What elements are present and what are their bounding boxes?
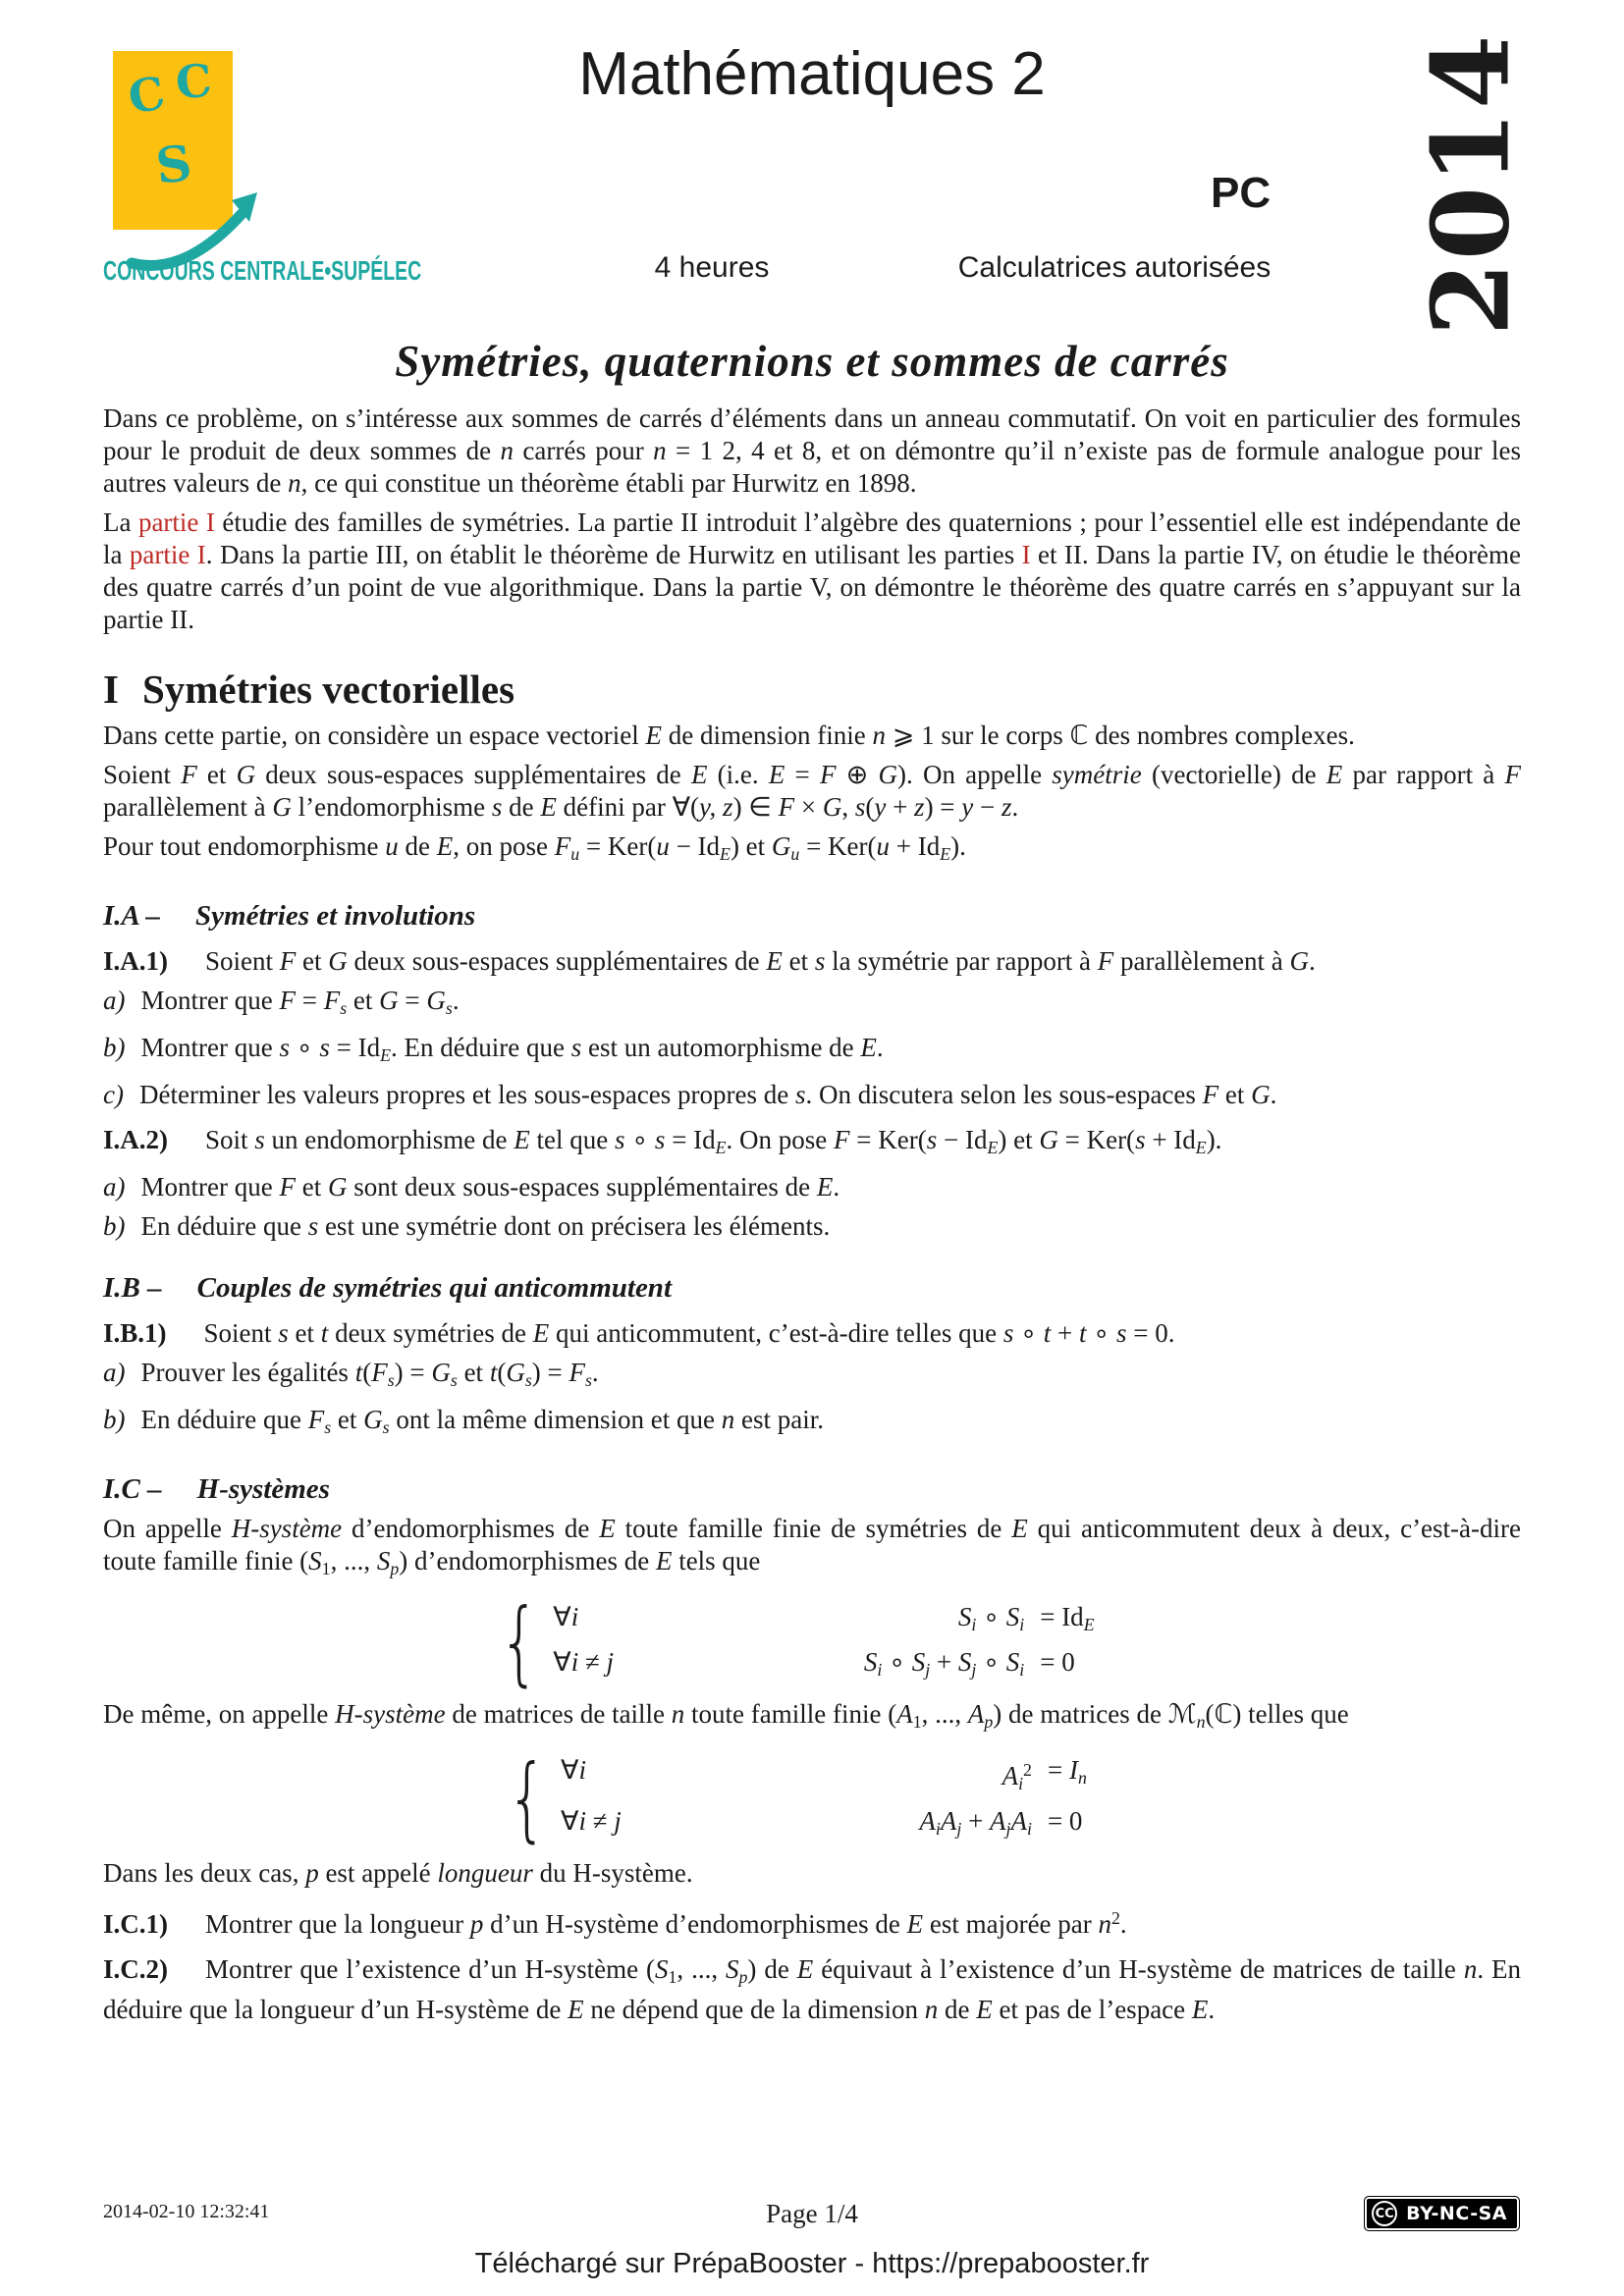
question-IA1: I.A.1) Soient F et G deux sous-espaces supplémentaires de E et s la symétrie par rapport à F parallèlement à G. [103, 945, 1316, 976]
logo-letter-c1: C [124, 66, 170, 125]
question-label: I.C.2) [103, 1953, 168, 1984]
intro-paragraph-2: La partie I étudie des familles de symétries. La partie II introduit l’algèbre des quaternions ; pour l’essentiel elle est indépendante de la partie I. Dans la partie III, on établit le théorème de Hurwitz en utilisant les parties I et II. Dans la partie IV, on étudie le théorème des quatre carrés d’un point de vue algorithmique. Dans la partie V, on démontre le théorème des quatre carrés en s’appuyant sur la partie II. [103, 507, 1522, 634]
paragraph: Dans cette partie, on considère un espace vectoriel E de dimension finie n ⩾ 1 sur le corps ℂ des nombres complexes. [103, 721, 1355, 750]
logo-letter-s: S [153, 133, 195, 195]
paragraph: On appelle H-système d’endomorphismes de E toute famille finie de symétries de E qui anticommutent deux à deux, c’est-à-dire toute famille finie ($S_1$, ..., $S_p$) d’endomorphismes de E tels que [103, 1513, 1521, 1578]
subsection-heading-IC [103, 1473, 1521, 1506]
subsection-title: Couples de symétries qui anticommutent [196, 1271, 672, 1304]
question-item-c: c) Déterminer les valeurs propres et les sous-espaces propres de s. On discutera selon les sous-espaces F et G. [103, 1079, 1277, 1109]
year-label: 2014 [1409, 32, 1533, 336]
question-item-a: a) Prouver les égalités $t(F_s) = G_s$ et $t(G_s) = F_s$. [103, 1357, 599, 1390]
subsection-label: I.B – [103, 1271, 162, 1304]
intro-paragraph-1: Dans ce problème, on s’intéresse aux sommes de carrés d’éléments dans un anneau commutatif. On voit en particulier des formules pour le produit de deux sommes de n carrés pour n = 1 2, 4 et 8, et on démontre qu’il n’existe pas de formule analogue pour les autres valeurs de n, ce qui constitue un théorème établi par Hurwitz en 1898. [103, 403, 1521, 498]
item-label: b) [103, 1404, 126, 1434]
paragraph: De même, on appelle H-système de matrices de taille n toute famille finie ($A_1$, ..., $A_p$) de matrices de ℳ$_n$(ℂ) telles que [103, 1698, 1349, 1732]
equation-row: ∀i ≠ j $A_iA_j + A_jA_i$ = 0 [560, 1805, 1083, 1839]
subsection-title: Symétries et involutions [195, 899, 476, 932]
item-label: b) [103, 1032, 126, 1062]
part-link[interactable]: partie I [129, 540, 206, 569]
question-label: I.A.1) [103, 945, 168, 976]
question-item-a: a) Montrer que $F = F_s$ et $G = G_s$. [103, 985, 460, 1018]
calculators-label: Calculatrices autorisées [957, 251, 1272, 284]
brand-name: CONCOURS CENTRALE•SUPÉLEC [103, 255, 422, 287]
question-IB1: I.B.1) Soient s et t deux symétries de E qui anticommutent, c’est-à-dire telles que s ∘ t + t ∘ s = 0. [103, 1317, 1175, 1348]
subsection-heading-IA [103, 900, 1521, 933]
part-title: Symétries vectorielles [141, 667, 515, 712]
cc-license-badge [1364, 2196, 1520, 2231]
equation-row: ∀i ≠ j $S_i$ ∘ $S_j + S_j$ ∘ $S_i$ = 0 [553, 1646, 1075, 1680]
question-IA2: I.A.2) Soit s un endomorphisme de E tel que s ∘ $s = Id_E$. On pose $F = Ker(s - Id_E)$ et $G = Ker(s + Id_E)$. [103, 1124, 1222, 1157]
equation-row: ∀i $A_i^2$ = $I_n$ [560, 1754, 1087, 1793]
logo-letter-c2: C [174, 53, 214, 110]
document-body [103, 336, 1521, 2026]
question-item-b: b) En déduire que $F_s$ et $G_s$ ont la même dimension et que n est pair. [103, 1404, 824, 1437]
subsection-label: I.C – [103, 1472, 162, 1505]
question-item-a: a) Montrer que F et G sont deux sous-espaces supplémentaires de E. [103, 1171, 840, 1201]
page-header [0, 0, 1624, 336]
question-label: I.C.1) [103, 1908, 168, 1939]
item-label: b) [103, 1210, 126, 1241]
h-system-endomorphism-equations [103, 1589, 1482, 1697]
duration-label: 4 heures [654, 251, 770, 284]
item-label: c) [103, 1079, 124, 1109]
paragraph: Pour tout endomorphisme u de E, on pose $F_u = Ker(u - Id_E)$ et $G_u = Ker(u + Id_E)$. [103, 831, 966, 864]
equation-row: ∀i $S_i$ ∘ $S_i$ = $Id_E$ [553, 1601, 1095, 1634]
paragraph: Dans les deux cas, p est appelé longueur du H-système. [103, 1857, 693, 1888]
part-heading [103, 666, 1521, 713]
footer-timestamp: 2014-02-10 12:32:41 [103, 2201, 270, 2222]
part-number: I [103, 667, 119, 712]
track-label: PC [1211, 169, 1272, 217]
subsection-heading-IB [103, 1272, 1521, 1305]
subsection-title: H-systèmes [196, 1472, 330, 1505]
download-source-link[interactable]: Téléchargé sur PrépaBooster - https://prepabooster.fr [474, 2248, 1150, 2279]
part-link[interactable]: I [1021, 540, 1031, 569]
h-system-matrix-equations [103, 1745, 1482, 1853]
footer-page-number: Page 1/4 [766, 2199, 858, 2228]
paragraph: Soient F et G deux sous-espaces supplémentaires de E (i.e. E = F ⊕ G). On appelle symétrie (vectorielle) de E par rapport à F parallèlement à G l’endomorphisme s de E défini par ∀(y, z) ∈ F × G, s(y + z) = y − z. [103, 760, 1521, 822]
item-label: a) [103, 1357, 126, 1387]
item-label: a) [103, 985, 126, 1015]
brace-icon: { [499, 1589, 541, 1697]
brace-icon: { [507, 1745, 548, 1853]
subject-title: Symétries, quaternions et sommes de carrés [395, 337, 1229, 386]
part-link[interactable]: partie I [137, 507, 215, 537]
license-label: BY-NC-SA [1406, 2203, 1507, 2224]
question-item-b: b) Montrer que s ∘ $s = Id_E$. En déduire que s est un automorphisme de E. [103, 1032, 884, 1065]
item-label: a) [103, 1171, 126, 1201]
question-IC1: I.C.1) Montrer que la longueur p d’un H-système d’endomorphismes de E est majorée par $n^2$. [103, 1907, 1127, 1939]
question-item-b: b) En déduire que s est une symétrie dont on précisera les éléments. [103, 1210, 831, 1241]
question-label: I.A.2) [103, 1124, 168, 1154]
exam-title: Mathématiques 2 [578, 40, 1046, 108]
question-IC2: I.C.2) Montrer que l’existence d’un H-système ($S_1$, ..., $S_p$) de E équivaut à l’existence d’un H-système de matrices de taille n. En déduire que la longueur d’un H-système de E ne dépend que de la dimension n de E et pas de l’espace E. [103, 1953, 1521, 2024]
cc-icon: CC [1372, 2201, 1397, 2226]
subsection-label: I.A – [103, 899, 161, 932]
question-label: I.B.1) [103, 1317, 167, 1348]
